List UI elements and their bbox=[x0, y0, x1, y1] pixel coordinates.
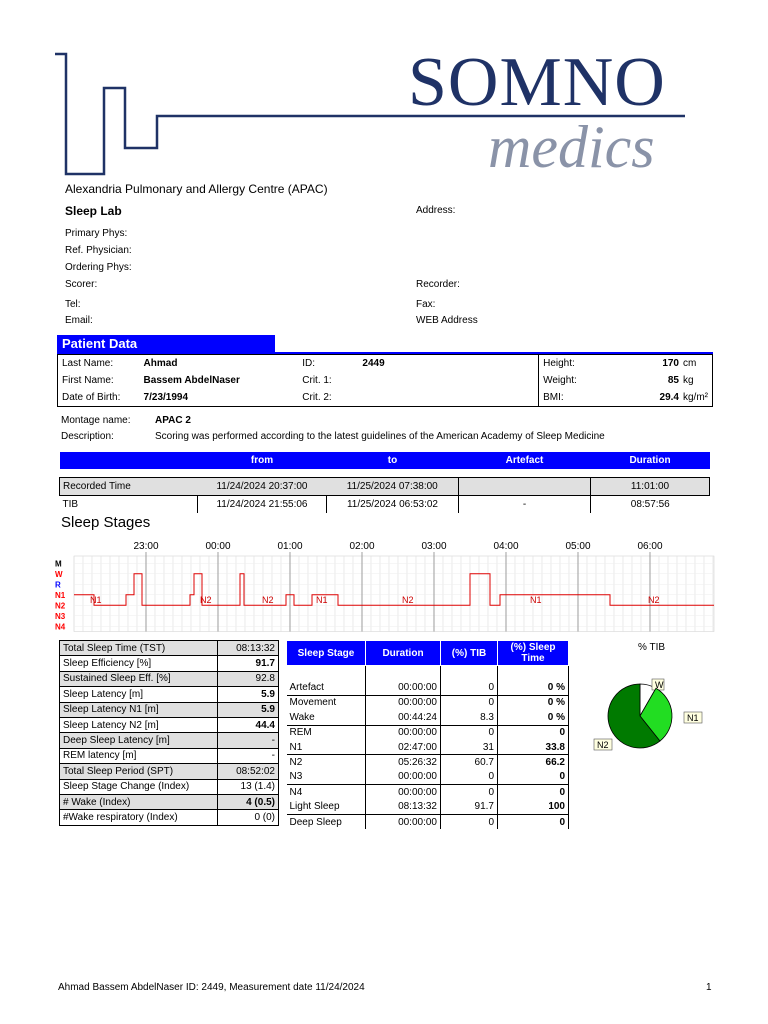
stage-row bbox=[287, 785, 569, 800]
stage-cell: 0 bbox=[441, 770, 498, 785]
stage-cell: 0 bbox=[498, 814, 569, 829]
stage-cell: 00:00:00 bbox=[366, 680, 441, 695]
stage-cell bbox=[287, 666, 366, 681]
height-unit: cm bbox=[683, 358, 697, 369]
hypnogram-time-label: 04:00 bbox=[493, 541, 519, 552]
stage-cell: 0 bbox=[441, 680, 498, 695]
stage-cell: 0 bbox=[441, 814, 498, 829]
stat-row bbox=[60, 810, 279, 825]
stage-cell: 00:00:00 bbox=[366, 785, 441, 800]
stage-row bbox=[287, 755, 569, 770]
stage-table bbox=[286, 640, 569, 829]
stat-value: 0 (0) bbox=[218, 810, 279, 825]
stage-cell: Wake bbox=[287, 710, 366, 725]
svg-text:W: W bbox=[655, 680, 664, 690]
footer-text: Ahmad Bassem AbdelNaser ID: 2449, Measurement date 11/24/2024 bbox=[58, 982, 365, 993]
stage-cell: 0 bbox=[441, 785, 498, 800]
hypnogram-segment-label: N2 bbox=[402, 595, 414, 605]
crit2-label: Crit. 2: bbox=[302, 392, 332, 403]
hypnogram-time-label: 00:00 bbox=[205, 541, 231, 552]
stage-row bbox=[287, 710, 569, 725]
first-name-label: First Name: bbox=[62, 375, 114, 386]
stage-cell: 00:00:00 bbox=[366, 725, 441, 740]
stage-row bbox=[287, 800, 569, 815]
hypnogram-stage-label: N3 bbox=[55, 611, 66, 621]
stage-row bbox=[287, 770, 569, 785]
stats-table bbox=[59, 640, 279, 826]
stat-label: Sleep Efficiency [%] bbox=[60, 656, 218, 671]
stat-value: 5.9 bbox=[218, 687, 279, 702]
pie-title: % TIB bbox=[638, 642, 666, 653]
stat-label: Total Sleep Period (SPT) bbox=[60, 764, 218, 779]
stat-value: 5.9 bbox=[218, 702, 279, 717]
stat-row bbox=[60, 733, 279, 748]
stage-cell bbox=[498, 666, 569, 681]
web-label: WEB Address bbox=[416, 315, 478, 326]
logo-medics: medics bbox=[488, 114, 655, 180]
pie-label-n1 bbox=[684, 712, 702, 723]
stage-cell: 00:00:00 bbox=[366, 695, 441, 710]
height-label: Height: bbox=[539, 355, 627, 373]
stat-value: 08:52:02 bbox=[218, 764, 279, 779]
stage-cell: 0 % bbox=[498, 680, 569, 695]
pie-chart bbox=[580, 676, 710, 776]
stage-cell: 0 bbox=[441, 725, 498, 740]
rec-row-label: Recorded Time bbox=[60, 478, 198, 496]
bmi-value: 29.4 bbox=[659, 392, 679, 403]
stat-label: # Wake (Index) bbox=[60, 794, 218, 809]
stat-row bbox=[60, 656, 279, 671]
hypnogram-stage-label: N1 bbox=[55, 590, 66, 600]
stat-row bbox=[60, 687, 279, 702]
stage-cell: 00:00:00 bbox=[366, 814, 441, 829]
hypnogram-stage-label: W bbox=[55, 569, 63, 579]
patient-table bbox=[57, 354, 713, 407]
bmi-unit: kg/m² bbox=[683, 392, 708, 403]
stage-row bbox=[287, 740, 569, 755]
id-label: ID: bbox=[302, 358, 316, 369]
height-value: 170 bbox=[662, 358, 679, 369]
stat-value: - bbox=[218, 733, 279, 748]
stage-cell: 31 bbox=[441, 740, 498, 755]
hypnogram-stage-label: N4 bbox=[55, 622, 66, 632]
crit1-label: Crit. 1: bbox=[302, 375, 332, 386]
stat-value: 92.8 bbox=[218, 671, 279, 686]
stat-row bbox=[60, 717, 279, 732]
hypnogram-segment-label: N2 bbox=[648, 595, 660, 605]
stat-row bbox=[60, 641, 279, 656]
stat-label: Sleep Stage Change (Index) bbox=[60, 779, 218, 794]
rec-row-artefact: - bbox=[459, 496, 591, 514]
description-label: Description: bbox=[61, 431, 114, 442]
first-name-value: Bassem AbdelNaser bbox=[143, 375, 240, 386]
last-name-value: Ahmad bbox=[143, 358, 178, 369]
scorer-label: Scorer: bbox=[65, 279, 98, 290]
ordering-phys-label: Ordering Phys: bbox=[65, 262, 132, 273]
stage-cell: N1 bbox=[287, 740, 366, 755]
stage-cell: 0 bbox=[498, 785, 569, 800]
stage-cell: 33.8 bbox=[498, 740, 569, 755]
stage-cell: N4 bbox=[287, 785, 366, 800]
hypnogram-stage-label: N2 bbox=[55, 601, 66, 611]
rec-header-empty bbox=[60, 452, 198, 469]
rec-row-to: 11/25/2024 07:38:00 bbox=[327, 478, 459, 496]
stage-row bbox=[287, 680, 569, 695]
centre-name: Alexandria Pulmonary and Allergy Centre (APAC) bbox=[65, 182, 328, 196]
stage-cell: 8.3 bbox=[441, 710, 498, 725]
hypnogram-segment-label: N1 bbox=[90, 595, 102, 605]
stat-label: #Wake respiratory (Index) bbox=[60, 810, 218, 825]
email-label: Email: bbox=[65, 315, 93, 326]
stage-cell: 02:47:00 bbox=[366, 740, 441, 755]
stat-row bbox=[60, 671, 279, 686]
page-number: 1 bbox=[706, 982, 712, 993]
stat-row bbox=[60, 779, 279, 794]
stage-row bbox=[287, 725, 569, 740]
stat-row bbox=[60, 702, 279, 717]
hypnogram-time-label: 03:00 bbox=[421, 541, 447, 552]
rec-row-duration: 08:57:56 bbox=[630, 499, 670, 510]
rec-row-from: 11/24/2024 20:37:00 bbox=[198, 478, 327, 496]
id-value: 2449 bbox=[362, 358, 385, 369]
stat-label: REM latency [m] bbox=[60, 748, 218, 763]
stage-cell: 0 % bbox=[498, 695, 569, 710]
fax-label: Fax: bbox=[416, 299, 436, 310]
stage-cell: 66.2 bbox=[498, 755, 569, 770]
stage-cell: Deep Sleep bbox=[287, 814, 366, 829]
patient-data-header: Patient Data bbox=[57, 335, 275, 353]
lab-name: Sleep Lab bbox=[65, 204, 122, 218]
stage-cell: Light Sleep bbox=[287, 800, 366, 815]
stage-cell: Movement bbox=[287, 695, 366, 710]
recording-table bbox=[59, 452, 710, 513]
svg-text:N1: N1 bbox=[687, 713, 699, 723]
rec-row-duration: 11:01:00 bbox=[591, 478, 710, 496]
stat-value: - bbox=[218, 748, 279, 763]
rec-header-duration: Duration bbox=[591, 452, 710, 469]
stage-cell: 60.7 bbox=[441, 755, 498, 770]
stage-cell: REM bbox=[287, 725, 366, 740]
svg-text:N2: N2 bbox=[597, 740, 609, 750]
dob-value: 7/23/1994 bbox=[143, 392, 189, 403]
tel-label: Tel: bbox=[65, 299, 81, 310]
hypnogram-segment-label: N2 bbox=[200, 595, 212, 605]
montage-value: APAC 2 bbox=[155, 415, 191, 426]
weight-label: Weight: bbox=[539, 372, 627, 389]
ref-physician-label: Ref. Physician: bbox=[65, 245, 132, 256]
sleep-stages-title: Sleep Stages bbox=[61, 514, 151, 531]
stage-cell: 100 bbox=[498, 800, 569, 815]
stage-cell: N2 bbox=[287, 755, 366, 770]
stat-row bbox=[60, 764, 279, 779]
stage-row bbox=[287, 666, 569, 681]
stage-cell: 0 bbox=[498, 725, 569, 740]
rec-row-artefact bbox=[459, 478, 591, 496]
hypnogram-time-label: 01:00 bbox=[277, 541, 303, 552]
rec-row-label: TIB bbox=[60, 496, 198, 514]
montage-label: Montage name: bbox=[61, 415, 131, 426]
weight-value: 85 bbox=[667, 375, 679, 386]
stage-cell: 00:44:24 bbox=[366, 710, 441, 725]
stat-label: Sleep Latency N2 [m] bbox=[60, 717, 218, 732]
rec-row-from: 11/24/2024 21:55:06 bbox=[198, 496, 327, 514]
rec-header-from: from bbox=[198, 452, 327, 469]
hypnogram-segment-label: N1 bbox=[530, 595, 542, 605]
description-value: Scoring was performed according to the latest guidelines of the American Academy of Sleep Medicine bbox=[155, 431, 605, 442]
stage-cell: 08:13:32 bbox=[366, 800, 441, 815]
stage-header-sleeptime: (%) Sleep Time bbox=[498, 641, 569, 666]
stat-value: 91.7 bbox=[218, 656, 279, 671]
rec-header-artefact: Artefact bbox=[459, 452, 591, 469]
primary-phys-label: Primary Phys: bbox=[65, 228, 128, 239]
stage-cell: 05:26:32 bbox=[366, 755, 441, 770]
stat-label: Sustained Sleep Eff. [%] bbox=[60, 671, 218, 686]
stat-label: Deep Sleep Latency [m] bbox=[60, 733, 218, 748]
stage-cell: 0 bbox=[498, 770, 569, 785]
stage-row bbox=[287, 814, 569, 829]
hypnogram-time-label: 06:00 bbox=[637, 541, 663, 552]
hypnogram-segment-label: N1 bbox=[316, 595, 328, 605]
pie-label-w bbox=[652, 679, 664, 690]
stage-header-stage: Sleep Stage bbox=[287, 641, 366, 666]
stat-row bbox=[60, 748, 279, 763]
stage-cell: N3 bbox=[287, 770, 366, 785]
stage-cell: Artefact bbox=[287, 680, 366, 695]
stage-row bbox=[287, 695, 569, 710]
stage-cell: 91.7 bbox=[441, 800, 498, 815]
stat-label: Sleep Latency N1 [m] bbox=[60, 702, 218, 717]
hypnogram-stage-label: M bbox=[55, 559, 62, 569]
rec-header-to: to bbox=[327, 452, 459, 469]
bmi-label: BMI: bbox=[539, 389, 627, 407]
recorder-label: Recorder: bbox=[416, 279, 460, 290]
hypnogram-segment-label: N2 bbox=[262, 595, 274, 605]
stage-header-tib: (%) TIB bbox=[441, 641, 498, 666]
hypnogram-stage-label: R bbox=[55, 580, 61, 590]
stage-cell bbox=[366, 666, 441, 681]
hypnogram-time-label: 02:00 bbox=[349, 541, 375, 552]
hypnogram-plot-area bbox=[74, 556, 714, 632]
dob-label: Date of Birth: bbox=[62, 392, 121, 403]
stat-value: 08:13:32 bbox=[218, 641, 279, 656]
hypnogram-time-label: 23:00 bbox=[133, 541, 159, 552]
stat-value: 13 (1.4) bbox=[218, 779, 279, 794]
hypnogram bbox=[50, 536, 720, 636]
stat-row bbox=[60, 794, 279, 809]
address-label: Address: bbox=[416, 205, 456, 216]
stage-cell bbox=[441, 666, 498, 681]
stat-label: Sleep Latency [m] bbox=[60, 687, 218, 702]
stage-cell: 0 bbox=[441, 695, 498, 710]
stat-value: 44.4 bbox=[218, 717, 279, 732]
stat-label: Total Sleep Time (TST) bbox=[60, 641, 218, 656]
stage-cell: 0 % bbox=[498, 710, 569, 725]
hypnogram-time-label: 05:00 bbox=[565, 541, 591, 552]
stat-value: 4 (0.5) bbox=[218, 794, 279, 809]
pie-label-n2 bbox=[594, 739, 612, 750]
stage-cell: 00:00:00 bbox=[366, 770, 441, 785]
rec-row-to: 11/25/2024 06:53:02 bbox=[346, 499, 438, 510]
logo-somno: SOMNO bbox=[408, 44, 666, 121]
stage-header-duration: Duration bbox=[366, 641, 441, 666]
last-name-label: Last Name: bbox=[62, 358, 114, 369]
weight-unit: kg bbox=[683, 375, 694, 386]
